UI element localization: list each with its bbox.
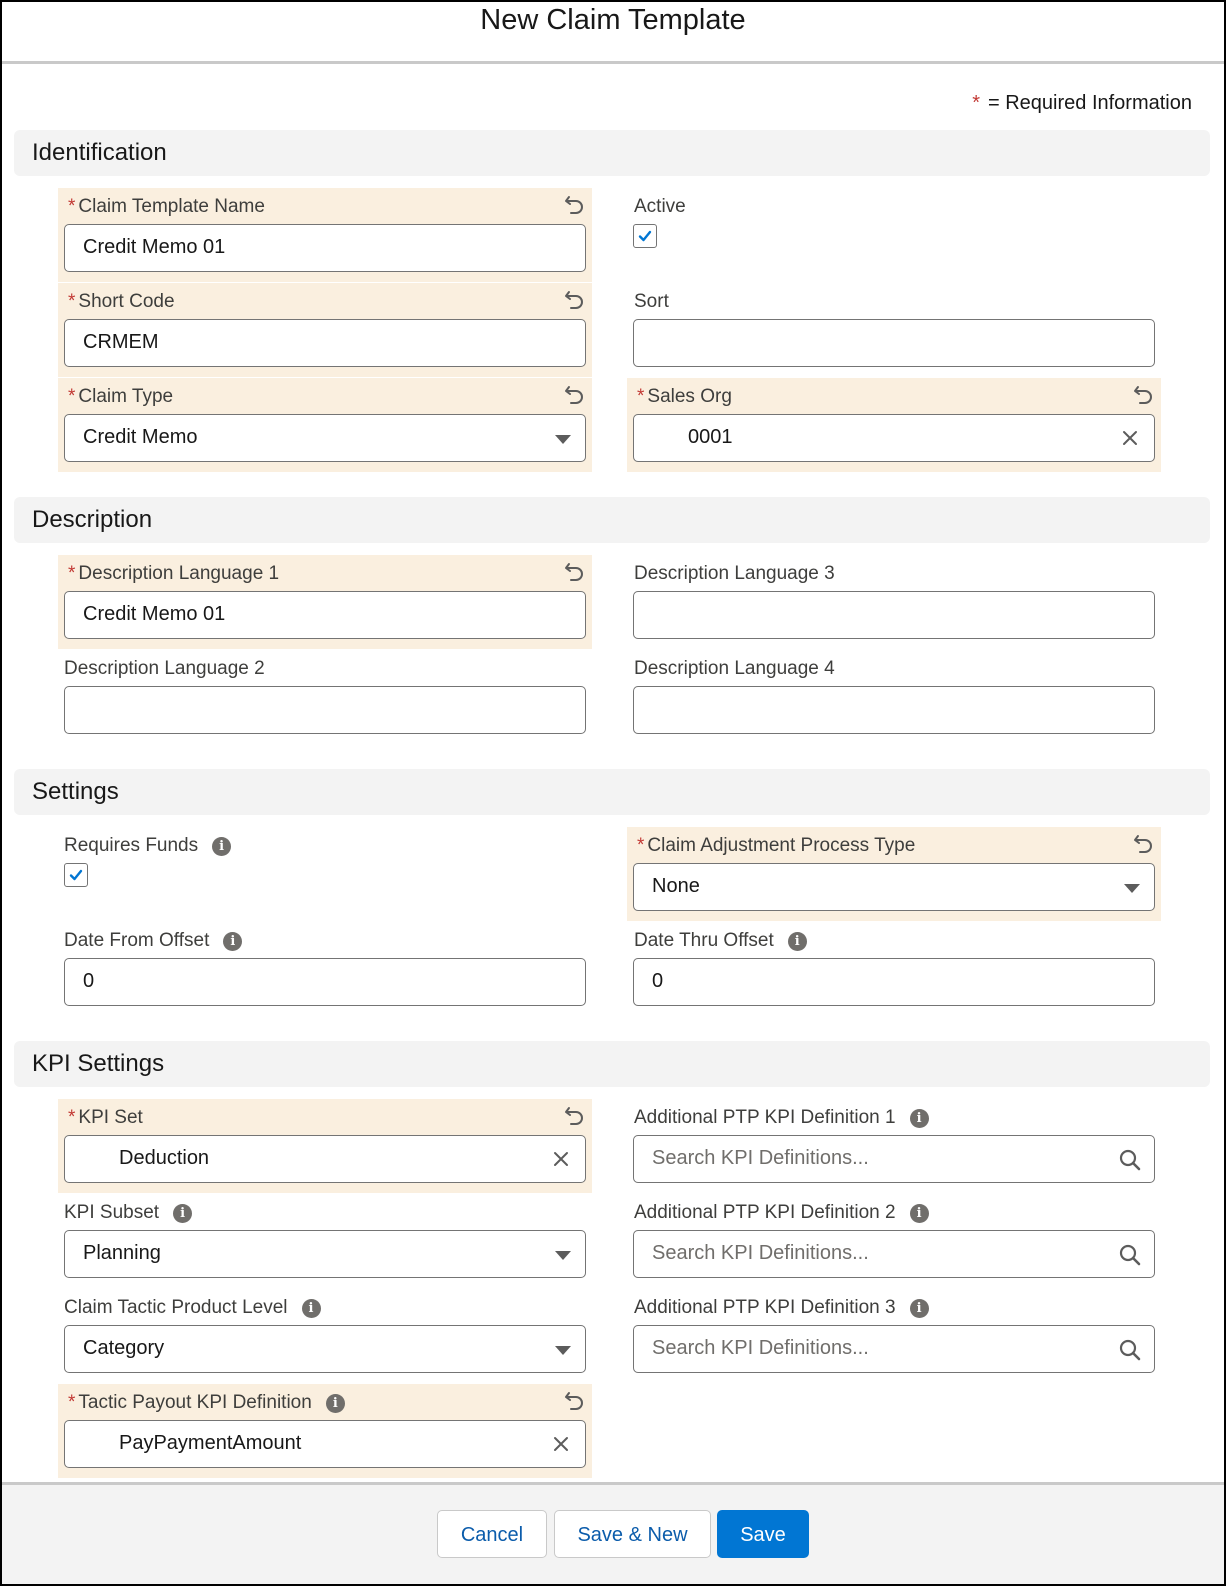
info-icon[interactable]: i bbox=[173, 1204, 192, 1223]
info-icon[interactable]: i bbox=[910, 1299, 929, 1318]
ptp-kpi-definition-3-search[interactable]: Search KPI Definitions... bbox=[633, 1325, 1155, 1373]
description-language-2-label: Description Language 2 bbox=[64, 658, 265, 679]
undo-icon[interactable] bbox=[564, 384, 586, 406]
date-from-offset-label: Date From Offset i bbox=[64, 930, 242, 952]
description-language-1-field bbox=[58, 555, 592, 649]
chevron-down-icon bbox=[555, 1251, 571, 1260]
description-language-1-input[interactable]: Credit Memo 01 bbox=[64, 591, 586, 639]
claim-tactic-product-level-select[interactable]: Category bbox=[64, 1325, 586, 1373]
info-icon[interactable]: i bbox=[910, 1109, 929, 1128]
sort-label: Sort bbox=[634, 291, 669, 312]
requires-funds-checkbox[interactable] bbox=[64, 863, 88, 887]
close-icon[interactable] bbox=[551, 1149, 571, 1169]
info-icon[interactable]: i bbox=[212, 837, 231, 856]
field-label: * Description Language 1 bbox=[68, 563, 280, 584]
undo-icon[interactable] bbox=[564, 561, 586, 583]
sort-input[interactable] bbox=[633, 319, 1155, 367]
claim-template-name-field bbox=[58, 188, 592, 282]
sales-org-field bbox=[627, 378, 1161, 472]
info-icon[interactable]: i bbox=[326, 1394, 345, 1413]
tactic-payout-kpi-definition-lookup[interactable]: PayPaymentAmount bbox=[64, 1420, 586, 1468]
requires-funds-label: Requires Funds i bbox=[64, 835, 231, 857]
ptp-kpi-definition-3-label: Additional PTP KPI Definition 3 i bbox=[634, 1297, 929, 1319]
description-language-2-input[interactable] bbox=[64, 686, 586, 734]
active-label: Active bbox=[634, 196, 686, 217]
close-icon[interactable] bbox=[551, 1434, 571, 1454]
info-icon[interactable]: i bbox=[302, 1299, 321, 1318]
save-button[interactable]: Save bbox=[717, 1510, 809, 1558]
active-checkbox[interactable] bbox=[633, 224, 657, 248]
section-settings[interactable] bbox=[14, 769, 1210, 815]
ptp-kpi-definition-2-label: Additional PTP KPI Definition 2 i bbox=[634, 1202, 929, 1224]
claim-type-select[interactable]: Credit Memo bbox=[64, 414, 586, 462]
info-icon[interactable]: i bbox=[910, 1204, 929, 1223]
kpi-set-field bbox=[58, 1099, 592, 1193]
save-and-new-button[interactable]: Save & New bbox=[554, 1510, 711, 1558]
kpi-subset-label: KPI Subset i bbox=[64, 1202, 192, 1224]
claim-type-field bbox=[58, 378, 592, 472]
short-code-input[interactable]: CRMEM bbox=[64, 319, 586, 367]
section-identification[interactable] bbox=[14, 130, 1210, 176]
description-language-4-input[interactable] bbox=[633, 686, 1155, 734]
field-label: * Short Code bbox=[68, 291, 175, 312]
ptp-kpi-definition-2-search[interactable]: Search KPI Definitions... bbox=[633, 1230, 1155, 1278]
date-from-offset-input[interactable]: 0 bbox=[64, 958, 586, 1006]
tactic-payout-kpi-definition-field bbox=[58, 1384, 592, 1478]
section-title: Settings bbox=[32, 778, 119, 805]
modal-footer bbox=[2, 1482, 1224, 1586]
undo-icon[interactable] bbox=[564, 194, 586, 216]
section-title: Description bbox=[32, 506, 153, 533]
undo-icon[interactable] bbox=[564, 1105, 586, 1127]
ptp-kpi-definition-1-label: Additional PTP KPI Definition 1 i bbox=[634, 1107, 929, 1129]
required-legend-text: = Required Information bbox=[987, 92, 1192, 114]
claim-adjustment-process-type-select[interactable]: None bbox=[633, 863, 1155, 911]
section-kpi-settings[interactable] bbox=[14, 1041, 1210, 1087]
undo-icon[interactable] bbox=[564, 289, 586, 311]
checkmark-icon bbox=[637, 228, 653, 244]
chevron-down-icon bbox=[555, 435, 571, 444]
section-title: KPI Settings bbox=[32, 1050, 165, 1077]
chevron-down-icon bbox=[1124, 884, 1140, 893]
field-label: * Claim Template Name bbox=[68, 196, 265, 217]
claim-tactic-product-level-label: Claim Tactic Product Level i bbox=[64, 1297, 321, 1319]
date-thru-offset-input[interactable]: 0 bbox=[633, 958, 1155, 1006]
cancel-button[interactable]: Cancel bbox=[437, 1510, 547, 1558]
kpi-subset-select[interactable]: Planning bbox=[64, 1230, 586, 1278]
claim-adjustment-process-type-field bbox=[627, 827, 1161, 921]
modal-header bbox=[2, 2, 1224, 64]
date-thru-offset-label: Date Thru Offset i bbox=[634, 930, 807, 952]
required-star: * bbox=[972, 92, 980, 114]
section-title: Identification bbox=[32, 139, 167, 166]
search-icon[interactable] bbox=[1118, 1243, 1142, 1267]
info-icon[interactable]: i bbox=[788, 932, 807, 951]
search-icon[interactable] bbox=[1118, 1148, 1142, 1172]
ptp-kpi-definition-1-search[interactable]: Search KPI Definitions... bbox=[633, 1135, 1155, 1183]
section-description[interactable] bbox=[14, 497, 1210, 543]
required-legend bbox=[972, 92, 1192, 115]
undo-icon[interactable] bbox=[564, 1390, 586, 1412]
kpi-set-lookup[interactable]: Deduction bbox=[64, 1135, 586, 1183]
search-icon[interactable] bbox=[1118, 1338, 1142, 1362]
short-code-field bbox=[58, 283, 592, 377]
chevron-down-icon bbox=[555, 1346, 571, 1355]
close-icon[interactable] bbox=[1120, 428, 1140, 448]
description-language-3-input[interactable] bbox=[633, 591, 1155, 639]
field-label: * Claim Adjustment Process Type bbox=[637, 835, 916, 856]
field-label: * Tactic Payout KPI Definition i bbox=[68, 1392, 345, 1414]
undo-icon[interactable] bbox=[1133, 384, 1155, 406]
claim-template-name-input[interactable]: Credit Memo 01 bbox=[64, 224, 586, 272]
info-icon[interactable]: i bbox=[223, 932, 242, 951]
field-label: * Claim Type bbox=[68, 386, 174, 407]
page-title: New Claim Template bbox=[480, 4, 746, 36]
undo-icon[interactable] bbox=[1133, 833, 1155, 855]
sales-org-lookup[interactable]: 0001 bbox=[633, 414, 1155, 462]
checkmark-icon bbox=[68, 867, 84, 883]
description-language-4-label: Description Language 4 bbox=[634, 658, 835, 679]
field-label: * Sales Org bbox=[637, 386, 732, 407]
field-label: * KPI Set bbox=[68, 1107, 143, 1128]
description-language-3-label: Description Language 3 bbox=[634, 563, 835, 584]
